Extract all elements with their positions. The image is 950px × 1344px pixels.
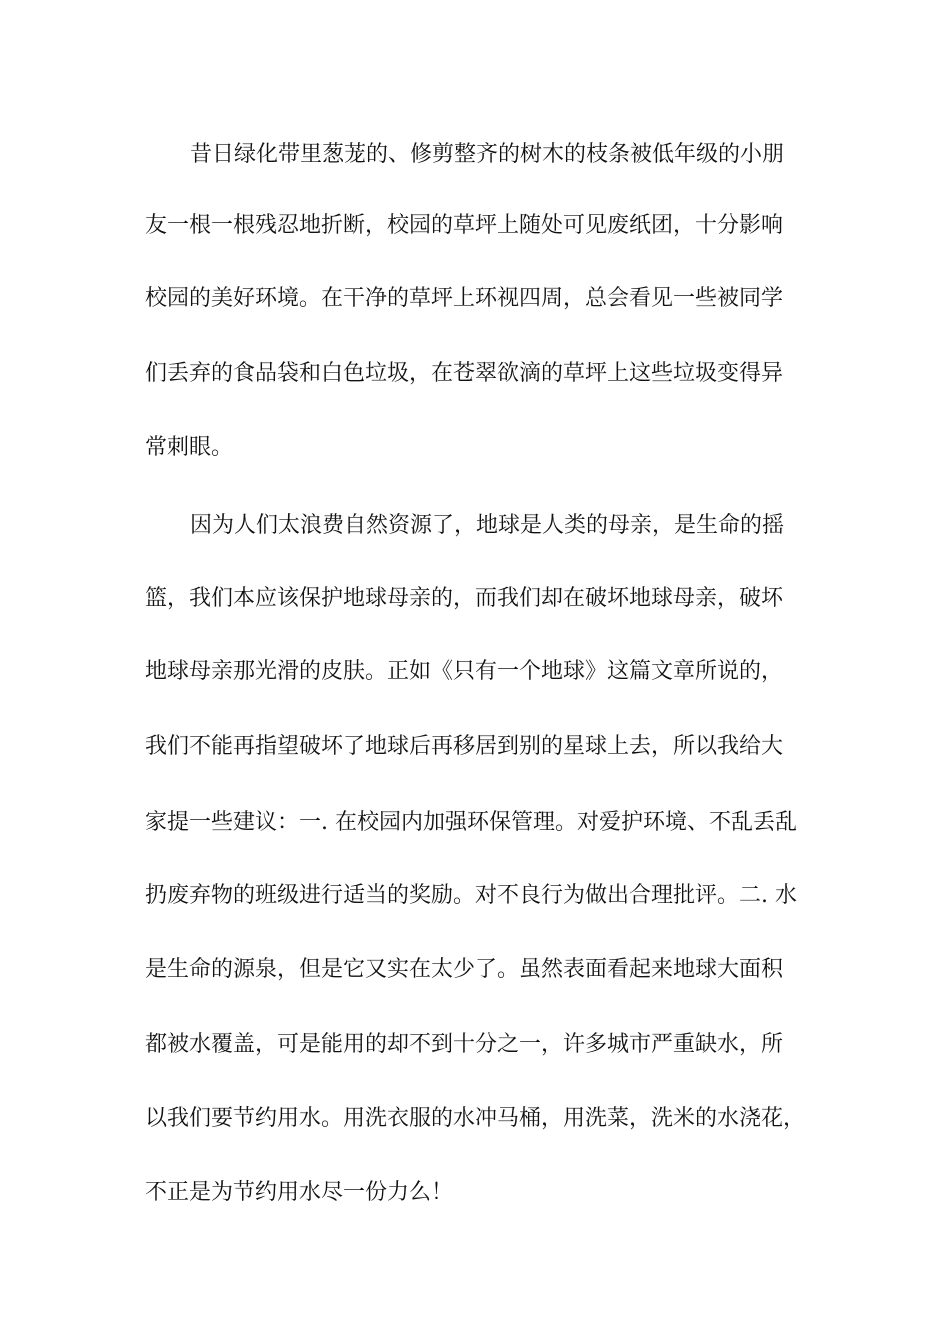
paragraph-line: 是生命的源泉，但是它又实在太少了。虽然表面看起来地球大面积 bbox=[145, 957, 784, 982]
paragraph-line: 我们不能再指望破坏了地球后再移居到别的星球上去，所以我给大 bbox=[145, 734, 784, 759]
paragraph-line: 以我们要节约用水。用洗衣服的水冲马桶，用洗菜，洗米的水浇花， bbox=[145, 1106, 806, 1131]
paragraph-line: 篮，我们本应该保护地球母亲的，而我们却在破坏地球母亲，破坏 bbox=[145, 586, 784, 611]
paragraph-line: 常刺眼。 bbox=[145, 435, 234, 460]
paragraph-line: 扔废弃物的班级进行适当的奖励。对不良行为做出合理批评。二. 水 bbox=[145, 883, 797, 908]
paragraph-line: 不正是为节约用水尽一份力么！ bbox=[145, 1180, 454, 1205]
paragraph-line: 昔日绿化带里葱茏的、修剪整齐的树木的枝条被低年级的小朋 bbox=[190, 142, 785, 167]
paragraph-line: 友一根一根残忍地折断，校园的草坪上随处可见废纸团，十分影响 bbox=[145, 213, 784, 238]
paragraph-line: 校园的美好环境。在干净的草坪上环视四周，总会看见一些被同学 bbox=[145, 286, 784, 311]
paragraph-line: 都被水覆盖，可是能用的却不到十分之一，许多城市严重缺水，所 bbox=[145, 1032, 784, 1057]
paragraph-line: 们丢弃的食品袋和白色垃圾，在苍翠欲滴的草坪上这些垃圾变得异 bbox=[145, 361, 784, 386]
paragraph-line: 因为人们太浪费自然资源了，地球是人类的母亲，是生命的摇 bbox=[190, 513, 785, 538]
paragraph-line: 地球母亲那光滑的皮肤。正如《只有一个地球》这篇文章所说的， bbox=[145, 659, 784, 684]
paragraph-line: 家提一些建议：一. 在校园内加强环保管理。对爱护环境、不乱丢乱 bbox=[145, 810, 797, 835]
